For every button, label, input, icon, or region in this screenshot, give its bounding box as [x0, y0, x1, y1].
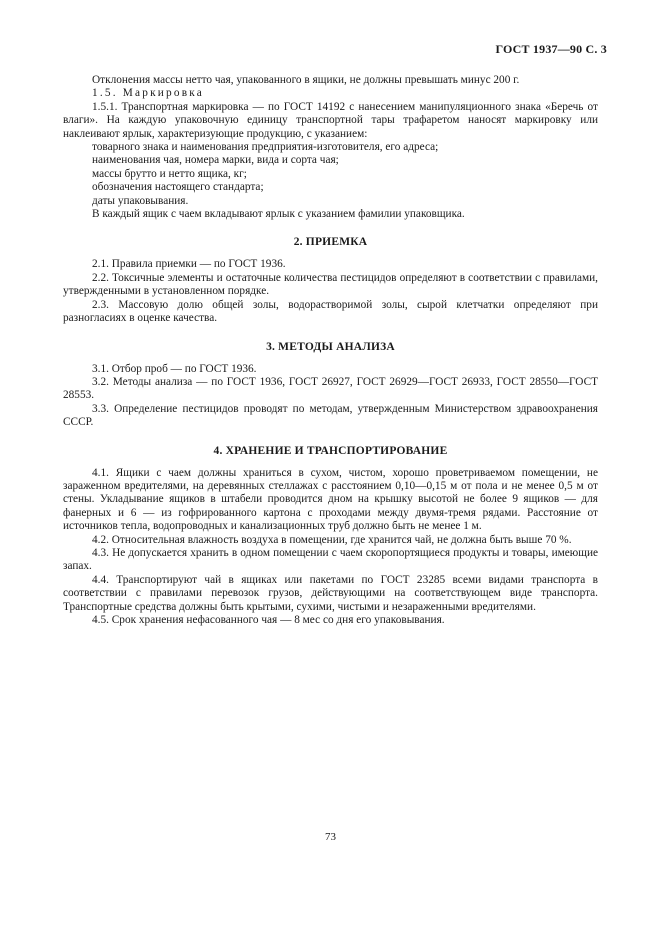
paragraph-4-5: 4.5. Срок хранения нефасованного чая — 8 мес со дня его упаковывания.: [92, 614, 445, 626]
paragraph-4-1: 4.1. Ящики с чаем должны храниться в сухом, чистом, хорошо проветриваемом помещении, не зараженном вредителями, на деревянных стеллажах с расстоянием 0,10—0,15 м от пола и не менее 0,5 м от стены. Укладывание ящиков в штабели проводится дном на крышку высотой не более 9 ящиков — для фанерных и 6 — из гофрированного картона с проходами между двумя-тремя рядами. Расстояние от источников тепла, водопроводных и канализационных труб должно быть не менее 1 м.: [63, 466, 598, 533]
page-number: 73: [325, 831, 336, 843]
section-4-title: 4. ХРАНЕНИЕ И ТРАНСПОРТИРОВАНИЕ: [213, 444, 448, 457]
marking-list-item: наименования чая, номера марки, вида и сорта чая;: [92, 154, 339, 167]
section-3-title: 3. МЕТОДЫ АНАЛИЗА: [266, 340, 395, 353]
paragraph-3-2: 3.2. Методы анализа — по ГОСТ 1936, ГОСТ 26927, ГОСТ 26929—ГОСТ 26933, ГОСТ 28550—ГОСТ 28553.: [63, 375, 598, 402]
paragraph-4-3: 4.3. Не допускается хранить в одном помещении с чаем скоропортящиеся продукты и товары, имеющие запах.: [63, 546, 598, 573]
paragraph-3-3: 3.3. Определение пестицидов проводят по методам, утвержденным Министерством здравоохранения СССР.: [63, 402, 598, 429]
paragraph-2-2: 2.2. Токсичные элементы и остаточные количества пестицидов определяют в соответствии с правилами, утвержденными в установленном порядке.: [63, 271, 598, 298]
paragraph-4-4: 4.4. Транспортируют чай в ящиках или пакетами по ГОСТ 23285 всеми видами транспорта в соответствии с правилами перевозок грузов, действующими на соответствующем виде транспорта. Транспортные средства должны быть крытыми, сухими, чистыми и незараженными вредителями.: [63, 573, 598, 613]
marking-list-item: товарного знака и наименования предприятия-изготовителя, его адреса;: [92, 141, 439, 154]
page-header: ГОСТ 1937—90 С. 3: [495, 42, 607, 56]
paragraph-1-5-1: 1.5.1. Транспортная маркировка — по ГОСТ 14192 с нанесением манипуляционного знака «Беречь от влаги». На каждую упаковочную единицу транспортной тары трафаретом наносят маркировку или наклеивают ярлык, характеризующие продукцию, с указанием:: [63, 100, 598, 140]
marking-list-item: даты упаковывания.: [92, 194, 189, 207]
paragraph-mass-deviation: Отклонения массы нетто чая, упакованного в ящики, не должны превышать минус 200 г.: [92, 74, 520, 86]
paragraph-4-2: 4.2. Относительная влажность воздуха в помещении, где хранится чай, не должна быть выше 70 %.: [92, 533, 572, 546]
paragraph-label-packer: В каждый ящик с чаем вкладывают ярлык с указанием фамилии упаковщика.: [92, 208, 465, 221]
section-1-5-heading: 1.5. Маркировка: [92, 87, 204, 100]
paragraph-3-1: 3.1. Отбор проб — по ГОСТ 1936.: [92, 362, 257, 375]
marking-list-item: обозначения настоящего стандарта;: [92, 181, 264, 194]
marking-list-item: массы брутто и нетто ящика, кг;: [92, 167, 247, 180]
paragraph-2-3: 2.3. Массовую долю общей золы, водорастворимой золы, сырой клетчатки определяют при разногласиях в оценке качества.: [63, 298, 598, 325]
paragraph-2-1: 2.1. Правила приемки — по ГОСТ 1936.: [92, 258, 286, 271]
section-2-title: 2. ПРИЕМКА: [293, 236, 368, 249]
document-body: [63, 74, 598, 627]
